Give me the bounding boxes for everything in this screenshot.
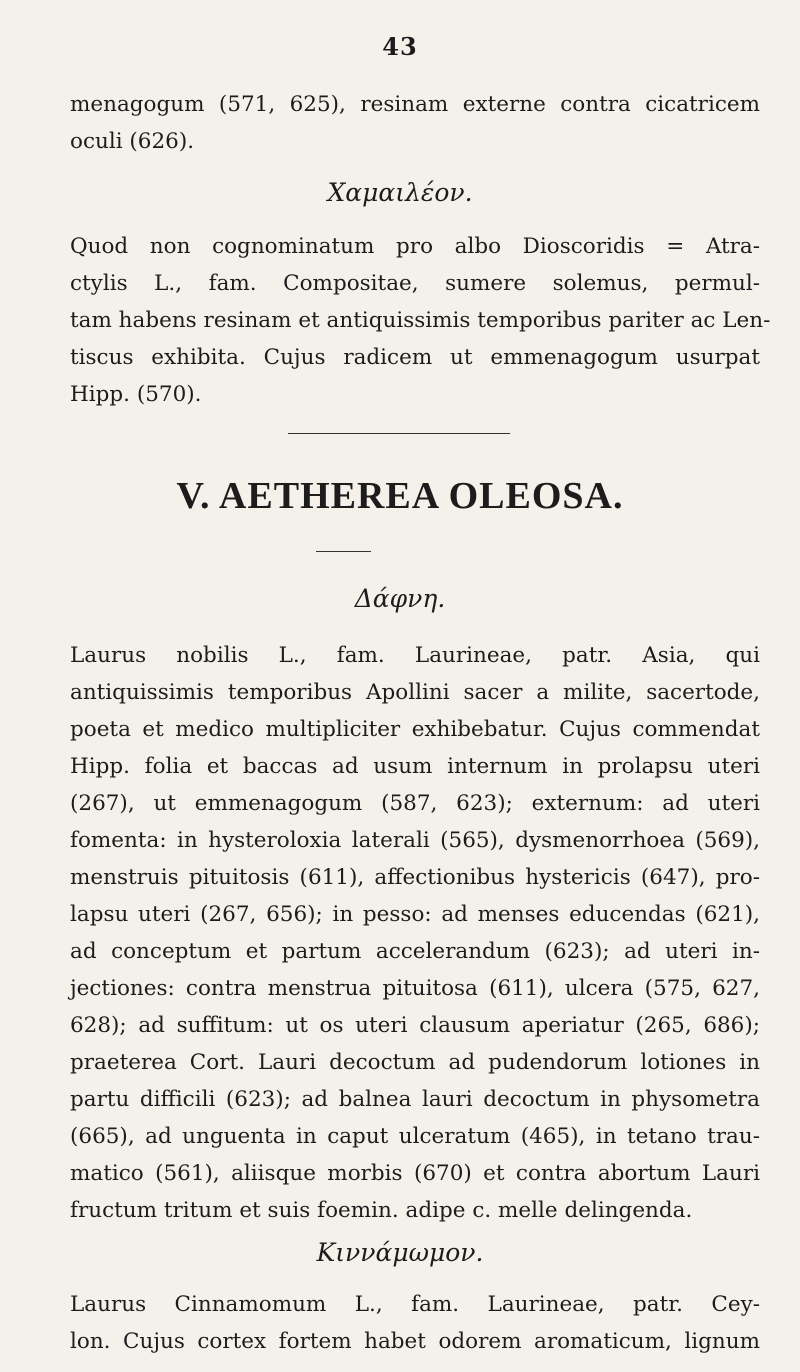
paragraph-laurus-cinnamomum — [70, 1286, 760, 1360]
paragraph-intro — [70, 86, 760, 160]
text-line: fructum tritum et suis foemin. adipe c. melle delingenda. — [70, 1198, 693, 1223]
paragraph-chamaileon — [70, 228, 771, 413]
text-line: lapsu uteri (267, 656); in pesso: ad menses educendas (621), — [70, 902, 760, 927]
text-line: (665), ad unguenta in caput ulceratum (465), in tetano trau- — [70, 1124, 760, 1149]
text-line: Quod non cognominatum pro albo Dioscoridis = Atra- — [70, 234, 760, 259]
text-line: praeterea Cort. Lauri decoctum ad pudendorum lotiones in — [70, 1050, 760, 1075]
section-divider-top — [288, 433, 510, 434]
text-line: jectiones: contra menstrua pituitosa (611), ulcera (575, 627, — [70, 976, 760, 1001]
text-line: fomenta: in hysteroloxia laterali (565), dysmenorrhoea (569), — [70, 828, 760, 853]
text-line: oculi (626). — [70, 129, 195, 154]
section-divider-bottom — [316, 551, 371, 552]
text-line: ctylis L., fam. Compositae, sumere solemus, permul- — [70, 271, 760, 296]
text-line: antiquissimis temporibus Apollini sacer a milite, sacertode, — [70, 680, 760, 705]
text-line: menstruis pituitosis (611), affectionibus hystericis (647), pro- — [70, 865, 760, 890]
text-line: Hipp. folia et baccas ad usum internum in prolapsu uteri — [70, 754, 760, 779]
paragraph-laurus-nobilis — [70, 637, 760, 1229]
text-line: menagogum (571, 625), resinam externe contra cicatricem — [70, 92, 760, 117]
page-number: 43 — [382, 32, 418, 61]
entry-heading-chamaileon: Χαμαιλέον. — [327, 178, 473, 207]
text-line: poeta et medico multipliciter exhibebatur. Cujus commendat — [70, 717, 760, 742]
text-line: Hipp. (570). — [70, 382, 202, 407]
text-line: matico (561), aliisque morbis (670) et contra abortum Lauri — [70, 1161, 760, 1186]
text-line: partu difficili (623); ad balnea lauri decoctum in physometra — [70, 1087, 760, 1112]
section-title: V. AETHEREA OLEOSA. — [176, 475, 624, 517]
text-line: Laurus Cinnamomum L., fam. Laurineae, patr. Cey- — [70, 1292, 760, 1317]
text-line: (267), ut emmenagogum (587, 623); externum: ad uteri — [70, 791, 760, 816]
text-line: 628); ad suffitum: ut os uteri clausum aperiatur (265, 686); — [70, 1013, 760, 1038]
entry-heading-daphne: Δάφνη. — [354, 584, 446, 613]
text-line: tam habens resinam et antiquissimis temporibus pariter ac Len- — [70, 308, 771, 333]
text-line: lon. Cujus cortex fortem habet odorem aromaticum, lignum — [70, 1329, 760, 1354]
entry-heading-kinnamomon: Κιννάμωμον. — [316, 1238, 484, 1267]
text-line: tiscus exhibita. Cujus radicem ut emmenagogum usurpat — [70, 345, 760, 370]
text-line: ad conceptum et partum accelerandum (623); ad uteri in- — [70, 939, 760, 964]
text-line: Laurus nobilis L., fam. Laurineae, patr. Asia, qui — [70, 643, 760, 668]
